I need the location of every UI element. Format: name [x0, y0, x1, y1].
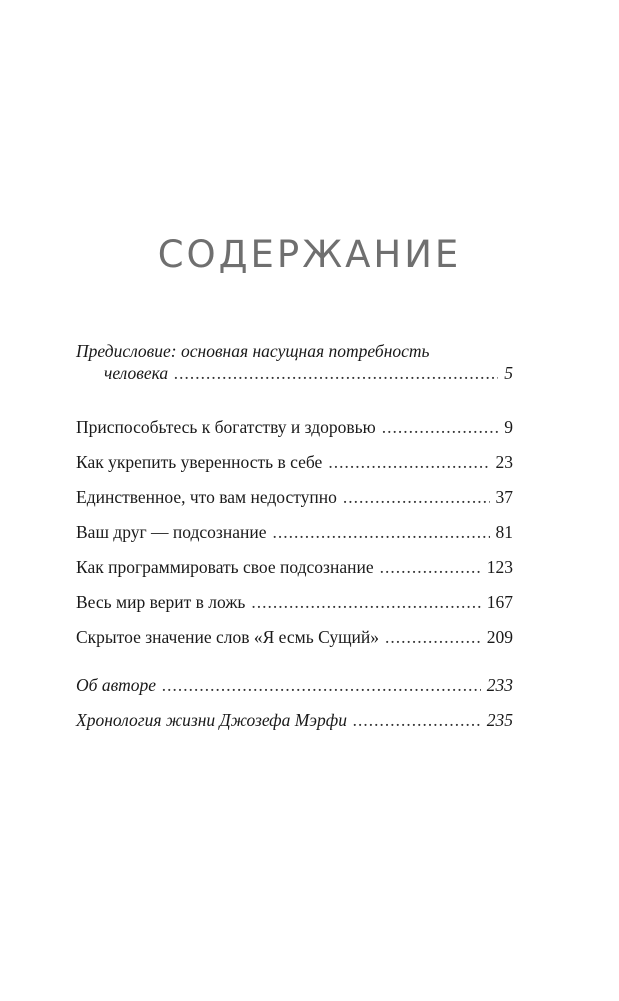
toc-entry[interactable]	[76, 521, 513, 556]
toc-page-number: 209	[486, 627, 513, 647]
toc-entry[interactable]	[76, 486, 513, 521]
dot-leader	[385, 626, 481, 648]
toc-intro-title-line2: человека	[104, 363, 169, 383]
table-of-contents	[76, 340, 513, 744]
toc-page-number: 23	[495, 452, 513, 472]
toc-chapters	[76, 416, 513, 661]
toc-entry-title: Ваш друг — подсознание	[76, 522, 267, 542]
toc-entry-title: Хронология жизни Джозефа Мэрфи	[76, 710, 347, 730]
dot-leader	[380, 556, 481, 578]
dot-leader	[162, 674, 481, 696]
toc-intro-title-line1: Предисловие: основная насущная потребность	[76, 341, 430, 361]
toc-entry[interactable]	[76, 626, 513, 661]
toc-page-number: 5	[504, 363, 513, 383]
page-title: СОДЕРЖАНИЕ	[157, 233, 462, 276]
toc-entry[interactable]	[76, 709, 513, 744]
dot-leader	[174, 362, 498, 384]
dot-leader	[328, 451, 489, 473]
dot-leader	[272, 521, 489, 543]
toc-page-number: 9	[504, 417, 513, 437]
toc-page-number: 37	[495, 487, 513, 507]
dot-leader	[251, 591, 480, 613]
toc-page-number: 81	[495, 522, 513, 542]
toc-entry-title: Об авторе	[76, 675, 157, 695]
toc-entry-title: Единственное, что вам недоступно	[76, 487, 337, 507]
toc-intro-entry[interactable]	[76, 340, 513, 398]
toc-page-number: 233	[486, 675, 513, 695]
toc-page-number: 235	[486, 710, 513, 730]
toc-intro-line2	[76, 362, 513, 384]
toc-entry-title: Приспособьтесь к богатству и здоровью	[76, 417, 376, 437]
toc-entry[interactable]	[76, 556, 513, 591]
toc-appendix	[76, 674, 513, 744]
dot-leader	[343, 486, 490, 508]
toc-entry[interactable]	[76, 451, 513, 486]
toc-entry[interactable]	[76, 674, 513, 709]
toc-entry-title: Как укрепить уверенность в себе	[76, 452, 323, 472]
toc-entry[interactable]	[76, 416, 513, 451]
toc-page-number: 167	[486, 592, 513, 612]
dot-leader	[382, 416, 499, 438]
toc-entry-title: Скрытое значение слов «Я есмь Сущий»	[76, 627, 380, 647]
toc-entry-title: Как программировать свое подсознание	[76, 557, 374, 577]
dot-leader	[353, 709, 481, 731]
toc-entry[interactable]	[76, 591, 513, 626]
toc-entry-title: Весь мир верит в ложь	[76, 592, 246, 612]
toc-page-number: 123	[486, 557, 513, 577]
